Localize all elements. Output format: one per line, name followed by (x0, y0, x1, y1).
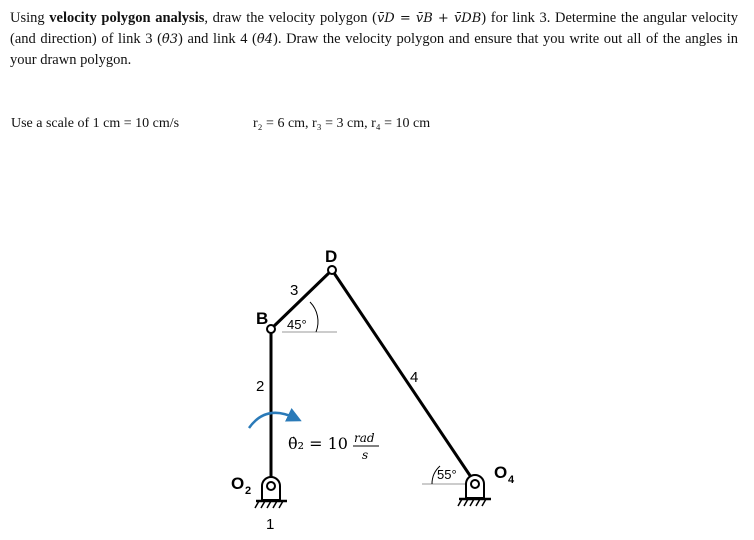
problem-text-3: ) for link 3. Determine the angular velocity (and direction) of link 3 ( (10, 10, 738, 47)
link-4-label: 4 (410, 369, 419, 386)
angle-b-label: 45° (287, 317, 307, 332)
joint-d-pin (328, 266, 336, 274)
omega4-symbol: θ̇4 (256, 32, 273, 47)
ground-link-label: 1 (266, 516, 275, 533)
angle-arc-b (310, 302, 318, 332)
angle-o4-label: 55° (437, 467, 457, 482)
problem-text-5: ). Draw the velocity polygon and ensure that you write out all of the angles in your drawn polygon. (10, 31, 739, 68)
problem-text-2: , draw the velocity polygon ( (204, 10, 377, 26)
problem-text-1: Using (10, 10, 50, 26)
omega2-unit-denominator: s (362, 448, 369, 462)
ground-support-o4 (458, 475, 491, 506)
omega2-equation: θ̇₂ = 10 (288, 434, 348, 453)
problem-bold: velocity polygon analysis (49, 10, 205, 26)
ground-o4-subscript: 4 (508, 474, 515, 486)
link-4 (332, 270, 475, 483)
problem-text-4: ) and link 4 ( (178, 31, 257, 47)
link-2-label: 2 (256, 378, 265, 395)
joint-b-label: B (256, 309, 269, 328)
ground-o2-label: O (231, 474, 245, 493)
ground-support-o2 (255, 477, 287, 508)
link-3-label: 3 (290, 282, 299, 299)
ground-o4-label: O (494, 463, 508, 482)
omega3-symbol: θ̇3 (161, 32, 179, 47)
velocity-equation: v̄D = v̄B + v̄DB (376, 11, 482, 26)
ground-o2-subscript: 2 (245, 485, 252, 497)
scale-note: Use a scale of 1 cm = 10 cm/s (11, 116, 180, 131)
joint-d-label: D (325, 247, 338, 266)
omega2-unit-numerator: rad (354, 431, 375, 445)
link-lengths: r₂ = 6 cm, r₃ = 3 cm, r₄ = 10 cm (253, 116, 431, 131)
